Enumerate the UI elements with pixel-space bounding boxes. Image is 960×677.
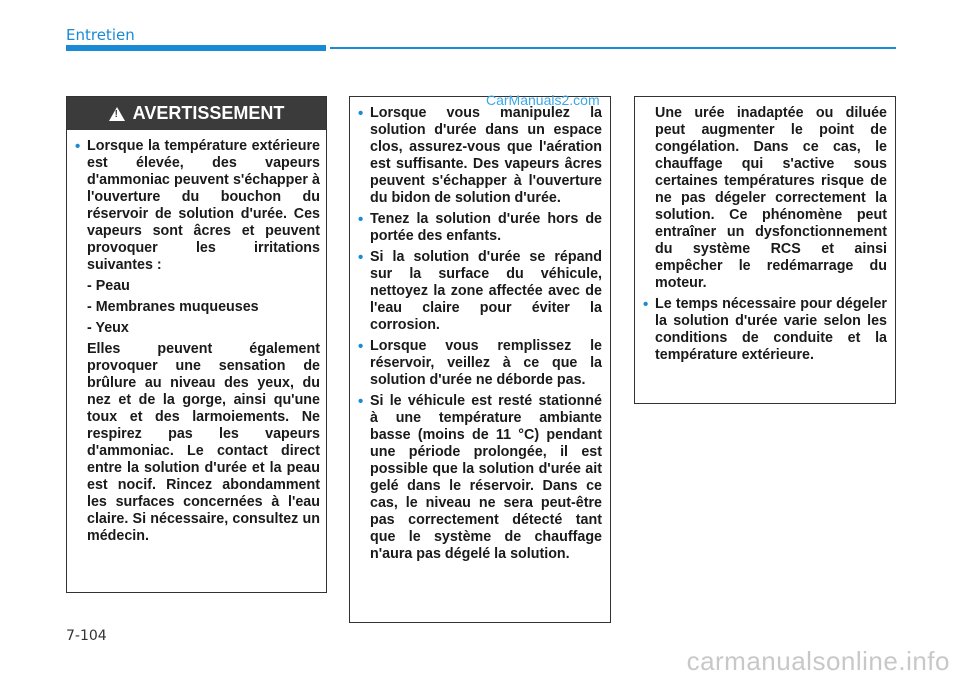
warning-triangle-icon: [109, 107, 125, 121]
middle-bullet-4: • Lorsque vous remplissez le réservoir, veillez à ce que la solution d'urée ne déborde pas.: [358, 338, 602, 389]
right-bullet: • Le temps nécessaire pour dégeler la solution d'urée varie selon les conditions de conduite et la température extérieure.: [643, 296, 887, 364]
warning-header: [67, 97, 326, 130]
warning-box: [66, 96, 327, 593]
warning-content: [67, 130, 326, 545]
right-paragraph: Une urée inadaptée ou diluée peut augmenter le point de congélation. Dans ce cas, le chauffage qui s'active sous certaines températures risque de ne pas dégeler correctement la solution. Ce phénomène peut entraîner un dysfonctionnement du système RCS et ainsi empêcher le redémarrage du moteur.: [655, 105, 887, 291]
warning-after-text: Elles peuvent également provoquer une sensation de brûlure au niveau des yeux, du nez et de la gorge, ainsi qu'une toux et des larmoiements. Ne respirez pas les vapeurs d'ammoniac. Le contact direct entre la solution d'urée et la peau est nocif. Rincez abondamment les surfaces concernées à l'eau claire. Si nécessaire, consultez un médecin.: [87, 341, 320, 544]
right-content: [635, 97, 895, 364]
warning-item-eyes: - Yeux: [87, 320, 129, 336]
section-title: Entretien: [66, 26, 135, 44]
header-rule-thin: [330, 47, 896, 49]
warning-title: AVERTISSEMENT: [132, 103, 285, 123]
middle-content: [350, 97, 610, 563]
footer-site-watermark[interactable]: carmanualsonline.info: [686, 646, 950, 676]
header-rule-thick: [66, 45, 326, 51]
middle-bullet-2: • Tenez la solution d'urée hors de portée des enfants.: [358, 211, 602, 245]
middle-bullet-3: • Si la solution d'urée se répand sur la surface du véhicule, nettoyez la zone affectée avec de l'eau claire pour éviter la corrosion.: [358, 249, 602, 334]
warning-bullet: • Lorsque la température extérieure est élevée, des vapeurs d'ammoniac peuvent s'échapper à l'ouverture du bouchon du réservoir de solution d'urée. Ces vapeurs sont âcres et peuvent provoquer les irritations suivantes :: [75, 138, 320, 274]
right-box: [634, 96, 896, 404]
warning-item-skin: - Peau: [87, 278, 130, 294]
middle-bullet-1: • Lorsque vous manipulez la solution d'urée dans un espace clos, assurez-vous que l'aération est suffisante. Des vapeurs âcres peuvent s'échapper à l'ouverture du bidon de solution d'urée.: [358, 105, 602, 207]
middle-bullet-5: • Si le véhicule est resté stationné à une température ambiante basse (moins de 11 °C) pendant une période prolongée, il est possible que la solution d'urée ait gelé dans le réservoir. Dans ce cas, le niveau ne sera peut-être pas correctement détecté tant que le système de chauffage n'aura pas dégelé la solution.: [358, 393, 602, 563]
middle-box: [349, 96, 611, 623]
page-number: 7-104: [66, 628, 107, 644]
watermark-link[interactable]: CarManuals2.com: [486, 92, 600, 108]
warning-item-mucous: - Membranes muqueuses: [87, 299, 259, 315]
